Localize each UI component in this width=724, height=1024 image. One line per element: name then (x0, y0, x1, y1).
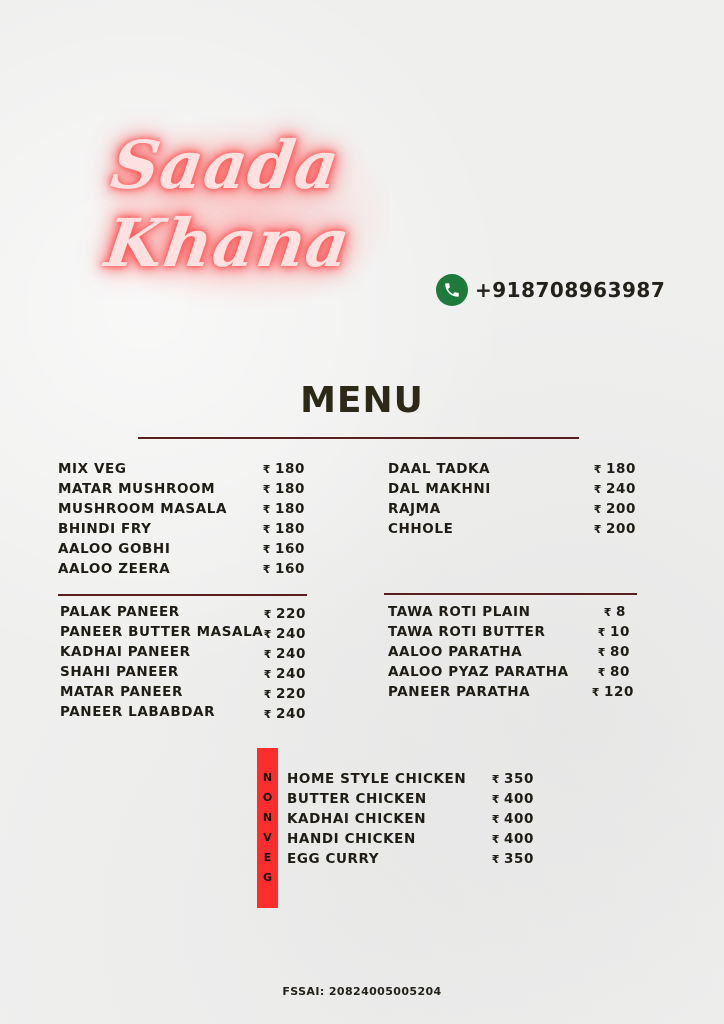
menu-item: HANDI CHICKEN ₹ 400 (287, 831, 534, 847)
rupee-icon: ₹ (263, 608, 273, 621)
rupee-icon: ₹ (593, 523, 603, 536)
whatsapp-phone-icon (436, 274, 468, 306)
phone-number: +918708963987 (475, 278, 666, 302)
menu-item: HOME STYLE CHICKEN ₹ 350 (287, 771, 534, 787)
menu-item: BUTTER CHICKEN ₹ 400 (287, 791, 534, 807)
rupee-icon: ₹ (491, 813, 501, 826)
menu-item: KADHAI PANEER ₹ 240 (60, 644, 306, 662)
rupee-icon: ₹ (491, 773, 501, 786)
rupee-icon: ₹ (262, 483, 272, 496)
rupee-icon: ₹ (603, 606, 612, 619)
title-divider (138, 437, 579, 439)
rupee-icon: ₹ (491, 833, 501, 846)
rupee-icon: ₹ (593, 503, 603, 516)
nonveg-section (287, 771, 534, 871)
rupee-icon: ₹ (491, 793, 501, 806)
menu-item: PALAK PANEER ₹ 220 (60, 604, 306, 622)
menu-item: BHINDI FRY ₹ 180 (58, 521, 305, 537)
menu-item: MATAR MUSHROOM ₹ 180 (58, 481, 305, 497)
rupee-icon: ₹ (262, 543, 272, 556)
rupee-icon: ₹ (491, 853, 501, 866)
rupee-icon: ₹ (593, 463, 603, 476)
rupee-icon: ₹ (263, 628, 273, 641)
menu-item: PANEER PARATHA ₹ 120 (388, 684, 634, 700)
rupee-icon: ₹ (262, 503, 272, 516)
paneer-section (60, 604, 306, 724)
menu-item: AALOO PYAZ PARATHA ₹ 80 (388, 664, 630, 680)
rupee-icon: ₹ (597, 646, 606, 659)
rupee-icon: ₹ (597, 666, 606, 679)
menu-item: CHHOLE ₹ 200 (388, 521, 636, 537)
brand-logo (100, 118, 390, 308)
menu-item: AALOO ZEERA ₹ 160 (58, 561, 305, 577)
menu-item: DAAL TADKA ₹ 180 (388, 461, 636, 477)
rupee-icon: ₹ (263, 648, 273, 661)
menu-item: TAWA ROTI BUTTER ₹ 10 (388, 624, 630, 640)
menu-item: DAL MAKHNI ₹ 240 (388, 481, 636, 497)
rupee-icon: ₹ (262, 463, 272, 476)
section-divider-right (384, 593, 637, 595)
menu-item: MUSHROOM MASALA ₹ 180 (58, 501, 305, 517)
menu-item: EGG CURRY ₹ 350 (287, 851, 534, 867)
veg-section (58, 461, 305, 581)
dal-section (388, 461, 636, 541)
rupee-icon: ₹ (263, 688, 273, 701)
menu-item: PANEER BUTTER MASALA ₹ 240 (60, 624, 306, 642)
section-divider-left (58, 594, 307, 596)
brand-name-line-2: Khana (100, 204, 356, 282)
rupee-icon: ₹ (262, 523, 272, 536)
fssai-license: FSSAI: 20824005005204 (282, 985, 442, 998)
rupee-icon: ₹ (263, 668, 273, 681)
menu-item: AALOO PARATHA ₹ 80 (388, 644, 630, 660)
menu-item: PANEER LABABDAR ₹ 240 (60, 704, 306, 722)
rupee-icon: ₹ (263, 708, 273, 721)
menu-item: SHAHI PANEER ₹ 240 (60, 664, 306, 682)
rupee-icon: ₹ (591, 686, 601, 699)
rupee-icon: ₹ (262, 563, 272, 576)
menu-item: RAJMA ₹ 200 (388, 501, 636, 517)
menu-item: MIX VEG ₹ 180 (58, 461, 305, 477)
contact-phone[interactable] (436, 274, 665, 306)
nonveg-label-bar: N O N V E G (257, 748, 278, 908)
menu-title: MENU (300, 380, 424, 421)
bread-section (388, 604, 634, 704)
brand-name-line-1: Saada (106, 126, 345, 204)
menu-item: AALOO GOBHI ₹ 160 (58, 541, 305, 557)
rupee-icon: ₹ (597, 626, 606, 639)
rupee-icon: ₹ (593, 483, 603, 496)
menu-item: MATAR PANEER ₹ 220 (60, 684, 306, 702)
menu-item: KADHAI CHICKEN ₹ 400 (287, 811, 534, 827)
menu-item: TAWA ROTI PLAIN ₹ 8 (388, 604, 626, 620)
